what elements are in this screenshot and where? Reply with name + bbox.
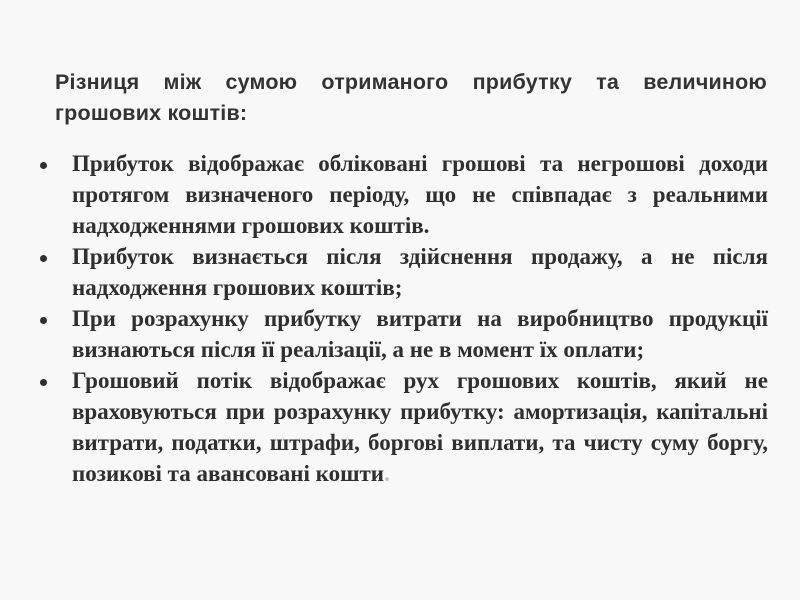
bullet-item <box>40 241 768 303</box>
bullet-text: Прибуток відображає обліковані грошові та негрошові доходи протягом визначеного періоду, що не співпадає з реальними надходженнями грошових коштів. <box>72 151 768 238</box>
bullet-text: При розрахунку прибутку витрати на виробництво продукції визнаються після її реалізації, а не в момент їх оплати; <box>72 306 768 362</box>
bullet-item <box>40 303 768 365</box>
bullet-dot-icon <box>40 317 47 324</box>
bullet-item <box>40 365 768 489</box>
bullet-text: Грошовий потік відображає рух грошових коштів, який не враховуються при розрахунку прибутку: амортизація, капітальні витрати, податки, штрафи, боргові виплати, та чисту суму боргу, позикові та авансовані кошти <box>72 368 768 486</box>
bullet-dot-icon <box>40 162 47 169</box>
bullet-dot-icon <box>40 255 47 262</box>
bullet-list <box>40 148 768 489</box>
bullet-item <box>40 148 768 241</box>
bullet-dot-icon <box>40 379 47 386</box>
final-period: . <box>384 461 390 486</box>
slide-heading: Різниця між сумою отриманого прибутку та величиною грошових коштів: <box>55 70 767 125</box>
bullet-text: Прибуток визнається після здійснення продажу, а не після надходження грошових коштів; <box>72 244 768 300</box>
